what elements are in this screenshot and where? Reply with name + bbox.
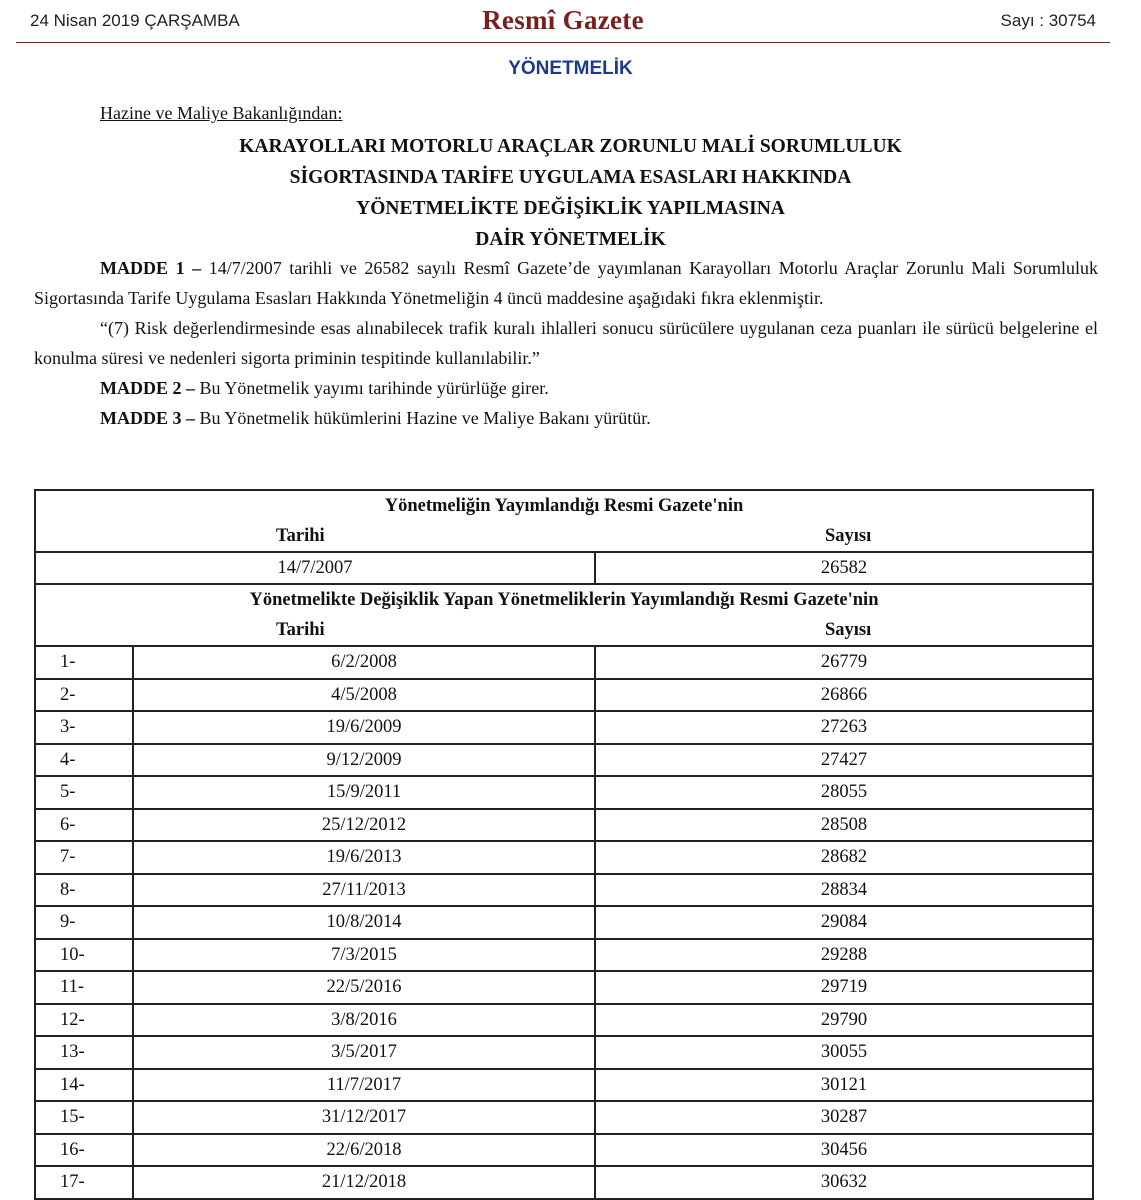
row-index: 1- (35, 646, 133, 679)
row-index: 5- (35, 776, 133, 809)
article-1 (34, 253, 1098, 313)
row-date: 27/11/2013 (133, 874, 595, 907)
table-row (35, 744, 1093, 777)
issue-number: Sayı : 30754 (1000, 11, 1096, 30)
row-index: 14- (35, 1069, 133, 1102)
row-number: 30287 (595, 1101, 1093, 1134)
row-index: 12- (35, 1004, 133, 1037)
regulation-body (34, 253, 1098, 433)
row-date: 19/6/2013 (133, 841, 595, 874)
row-date: 10/8/2014 (133, 906, 595, 939)
row-index: 4- (35, 744, 133, 777)
row-date: 11/7/2017 (133, 1069, 595, 1102)
row-index: 11- (35, 971, 133, 1004)
row-date: 7/3/2015 (133, 939, 595, 972)
row-date: 21/12/2018 (133, 1166, 595, 1199)
table-row (35, 971, 1093, 1004)
row-number: 28834 (595, 874, 1093, 907)
row-number: 29719 (595, 971, 1093, 1004)
table-row (35, 1166, 1093, 1199)
table-row (35, 1134, 1093, 1167)
row-date: 9/12/2009 (133, 744, 595, 777)
row-number: 28508 (595, 809, 1093, 842)
row-date: 3/5/2017 (133, 1036, 595, 1069)
article-3-text: Bu Yönetmelik hükümlerini Hazine ve Maliye Bakanı yürütür. (195, 408, 651, 428)
amendments-heading: Yönetmelikte Değişiklik Yapan Yönetmeliklerin Yayımlandığı Resmi Gazete'nin (35, 584, 1093, 615)
section-heading: YÖNETMELİK (508, 58, 633, 79)
row-index: 13- (35, 1036, 133, 1069)
publication-history-table (34, 489, 1094, 1200)
issue-date: 24 Nisan 2019 ÇARŞAMBA (30, 11, 240, 30)
row-number: 26866 (595, 679, 1093, 712)
table-row (35, 711, 1093, 744)
row-index: 3- (35, 711, 133, 744)
row-number: 29790 (595, 1004, 1093, 1037)
row-number: 29288 (595, 939, 1093, 972)
amend-col-header-date: Tarihi (35, 615, 595, 646)
table-row (35, 1036, 1093, 1069)
table-row (35, 906, 1093, 939)
table-row (35, 1004, 1093, 1037)
gazette-header (16, 0, 1110, 43)
original-date: 14/7/2007 (35, 552, 595, 584)
table-row (35, 939, 1093, 972)
row-index: 7- (35, 841, 133, 874)
row-number: 29084 (595, 906, 1093, 939)
row-date: 4/5/2008 (133, 679, 595, 712)
row-date: 22/5/2016 (133, 971, 595, 1004)
article-2-text: Bu Yönetmelik yayımı tarihinde yürürlüğe girer. (195, 378, 549, 398)
issuing-ministry: Hazine ve Maliye Bakanlığından: (100, 103, 343, 123)
row-index: 9- (35, 906, 133, 939)
original-number: 26582 (595, 552, 1093, 584)
row-number: 28682 (595, 841, 1093, 874)
article-1-quote: “(7) Risk değerlendirmesinde esas alınabilecek trafik kuralı ihlalleri sonucu sürücülere uygulanan ceza puanları ile sürücü belgelerine el konulma süresi ve nedenleri sigorta priminin tespitinde kullanılabilir.” (34, 318, 1098, 368)
amend-col-header-number: Sayısı (595, 615, 1093, 646)
row-date: 6/2/2008 (133, 646, 595, 679)
row-number: 30632 (595, 1166, 1093, 1199)
article-1-text: 14/7/2007 tarihli ve 26582 sayılı Resmî Gazete’de yayımlanan Karayolları Motorlu Araçlar Zorunlu Mali Sorumluluk Sigortasında Tarife Uygulama Esasları Hakkında Yönetmeliğin 4 üncü maddesine aşağıdaki fıkra eklenmiştir. (34, 258, 1098, 308)
row-index: 2- (35, 679, 133, 712)
regulation-title-line: YÖNETMELİKTE DEĞİŞİKLİK YAPILMASINA (356, 198, 785, 219)
article-1-label: MADDE 1 – (100, 258, 202, 278)
article-2 (34, 373, 1098, 403)
table-row (35, 646, 1093, 679)
col-header-date: Tarihi (35, 521, 595, 552)
row-number: 27263 (595, 711, 1093, 744)
regulation-title (0, 131, 1141, 255)
article-3 (34, 403, 1098, 433)
article-3-label: MADDE 3 – (100, 408, 195, 428)
row-number: 26779 (595, 646, 1093, 679)
row-index: 6- (35, 809, 133, 842)
row-number: 30456 (595, 1134, 1093, 1167)
table-row (35, 874, 1093, 907)
row-index: 8- (35, 874, 133, 907)
article-2-label: MADDE 2 – (100, 378, 195, 398)
col-header-number: Sayısı (595, 521, 1093, 552)
row-number: 27427 (595, 744, 1093, 777)
gazette-title: Resmî Gazete (482, 5, 644, 35)
row-date: 25/12/2012 (133, 809, 595, 842)
table-row (35, 776, 1093, 809)
row-index: 16- (35, 1134, 133, 1167)
table-row (35, 1069, 1093, 1102)
regulation-title-line: KARAYOLLARI MOTORLU ARAÇLAR ZORUNLU MALİ SORUMLULUK (239, 136, 902, 157)
row-number: 30055 (595, 1036, 1093, 1069)
table-row (35, 1101, 1093, 1134)
row-index: 15- (35, 1101, 133, 1134)
regulation-title-line: SİGORTASINDA TARİFE UYGULAMA ESASLARI HAKKINDA (289, 167, 852, 188)
original-publication-heading: Yönetmeliğin Yayımlandığı Resmi Gazete'nin (35, 490, 1093, 521)
row-index: 10- (35, 939, 133, 972)
row-date: 15/9/2011 (133, 776, 595, 809)
row-number: 28055 (595, 776, 1093, 809)
row-number: 30121 (595, 1069, 1093, 1102)
regulation-title-line: DAİR YÖNETMELİK (475, 229, 666, 250)
row-date: 31/12/2017 (133, 1101, 595, 1134)
row-date: 22/6/2018 (133, 1134, 595, 1167)
table-row (35, 679, 1093, 712)
row-date: 19/6/2009 (133, 711, 595, 744)
row-date: 3/8/2016 (133, 1004, 595, 1037)
table-row (35, 841, 1093, 874)
table-row (35, 809, 1093, 842)
row-index: 17- (35, 1166, 133, 1199)
